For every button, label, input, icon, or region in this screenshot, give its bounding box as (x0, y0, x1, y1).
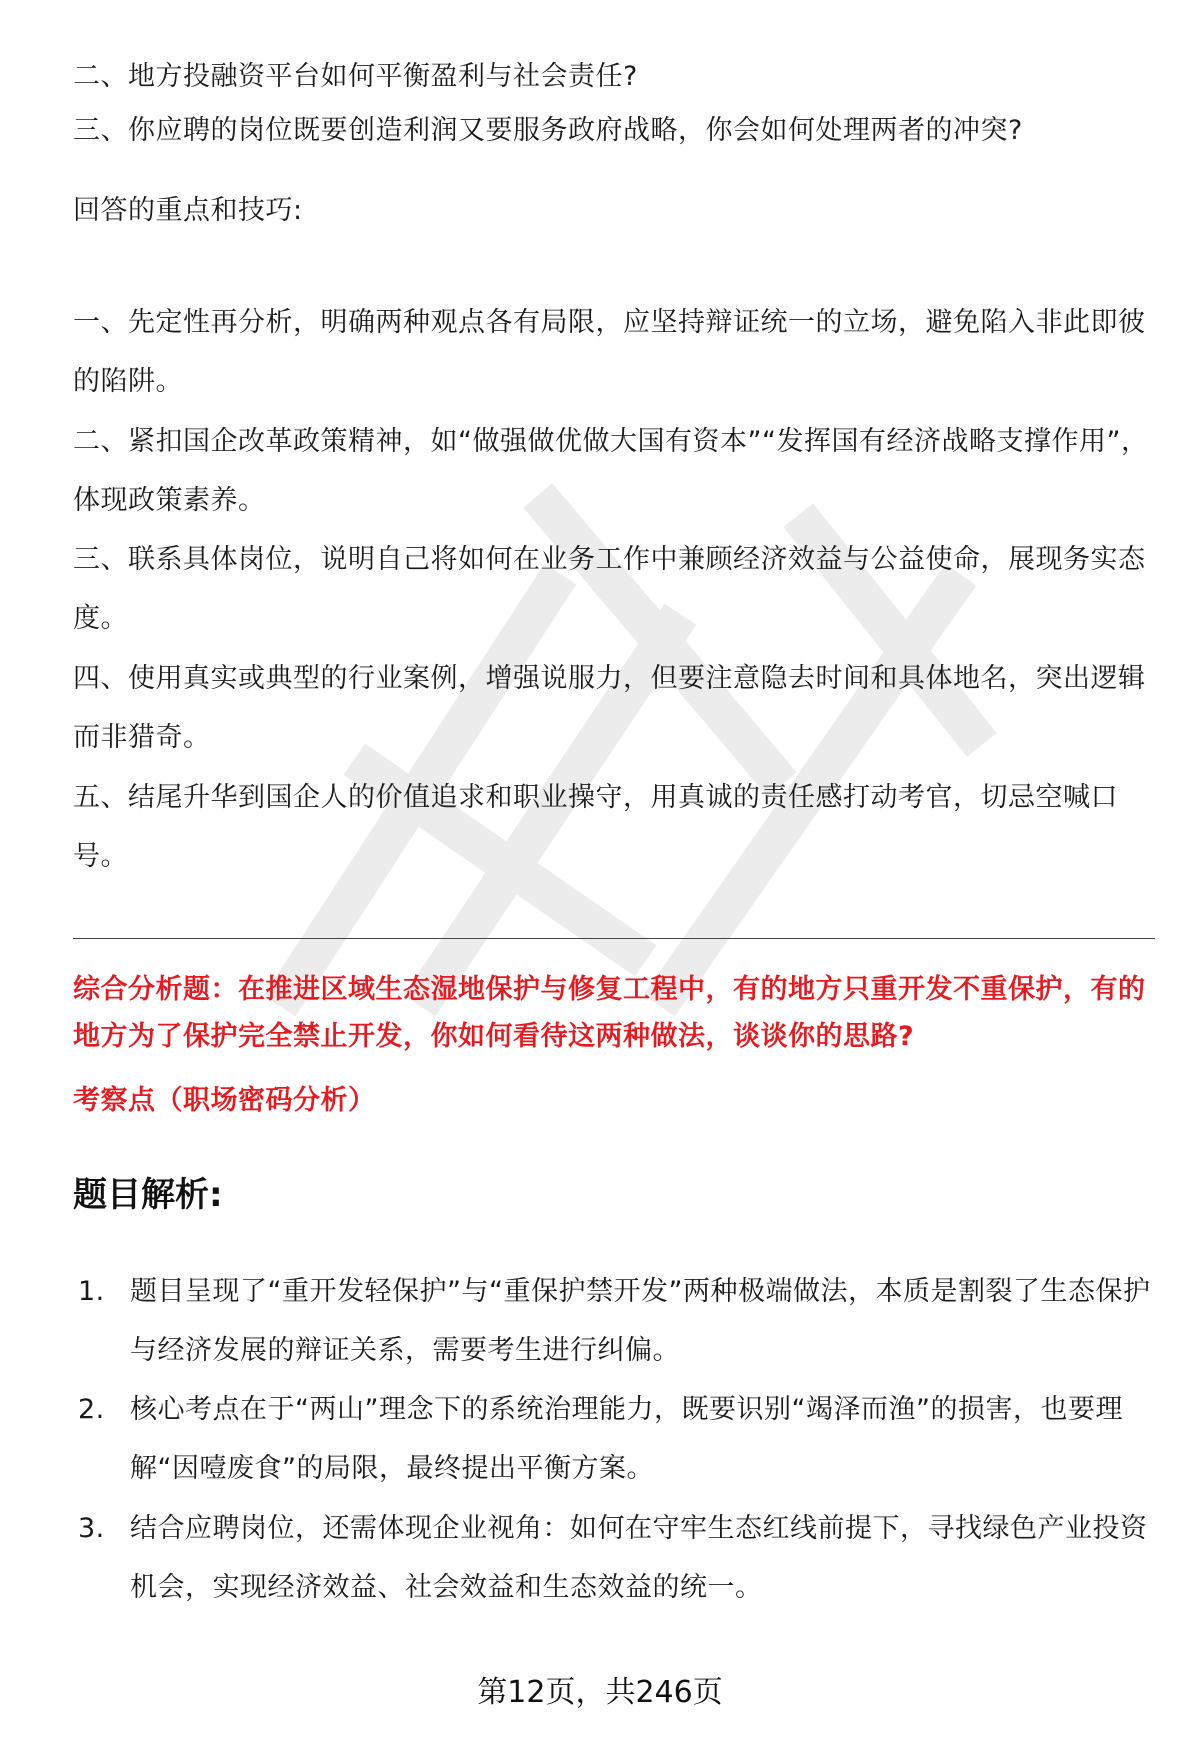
question-line-3: 三、你应聘的岗位既要创造利润又要服务政府战略，你会如何处理两者的冲突? (73, 115, 1023, 146)
analysis-item-2 (78, 1380, 1153, 1498)
list-text: 核心考点在于“两山”理念下的系统治理能力，既要识别“竭泽而渔”的损害，也要理解“因噎废食”的局限，最终提出平衡方案。 (130, 1394, 1123, 1484)
tip-item-2: 二、紧扣国企改革政策精神，如“做强做优做大国有资本”“发挥国有经济战略支撑作用”，体现政策素养。 (73, 426, 1149, 516)
analysis-heading: 题目解析: (73, 1175, 223, 1215)
question-title: 综合分析题：在推进区域生态湿地保护与修复工程中，有的地方只重开发不重保护，有的地方为了保护完全禁止开发，你如何看待这两种做法，谈谈你的思路? (73, 974, 1146, 1052)
tip-item-4: 四、使用真实或典型的行业案例，增强说服力，但要注意隐去时间和具体地名，突出逻辑而非猎奇。 (73, 663, 1146, 753)
analysis-item-3 (78, 1499, 1153, 1617)
section-divider (73, 938, 1155, 939)
list-text: 题目呈现了“重开发轻保护”与“重保护禁开发”两种极端做法，本质是割裂了生态保护与经济发展的辩证关系，需要考生进行纠偏。 (130, 1276, 1151, 1366)
list-text: 结合应聘岗位，还需体现企业视角：如何在守牢生态红线前提下，寻找绿色产业投资机会，实现经济效益、社会效益和生态效益的统一。 (130, 1513, 1148, 1603)
list-number: 3. (78, 1513, 105, 1544)
list-number: 2. (78, 1394, 105, 1425)
question-line-2: 二、地方投融资平台如何平衡盈利与社会责任? (73, 61, 638, 92)
tips-heading: 回答的重点和技巧: (73, 195, 303, 226)
page-footer: 第12页，共246页 (477, 1675, 723, 1710)
list-number: 1. (78, 1276, 105, 1307)
tip-item-3: 三、联系具体岗位，说明自己将如何在业务工作中兼顾经济效益与公益使命，展现务实态度。 (73, 544, 1146, 634)
tip-item-5: 五、结尾升华到国企人的价值追求和职业操守，用真诚的责任感打动考官，切忌空喊口号。 (73, 782, 1118, 872)
tip-item-1: 一、先定性再分析，明确两种观点各有局限，应坚持辩证统一的立场，避免陷入非此即彼的陷阱。 (73, 307, 1146, 397)
exam-point-label: 考察点（职场密码分析） (73, 1085, 376, 1116)
analysis-item-1 (78, 1262, 1153, 1380)
